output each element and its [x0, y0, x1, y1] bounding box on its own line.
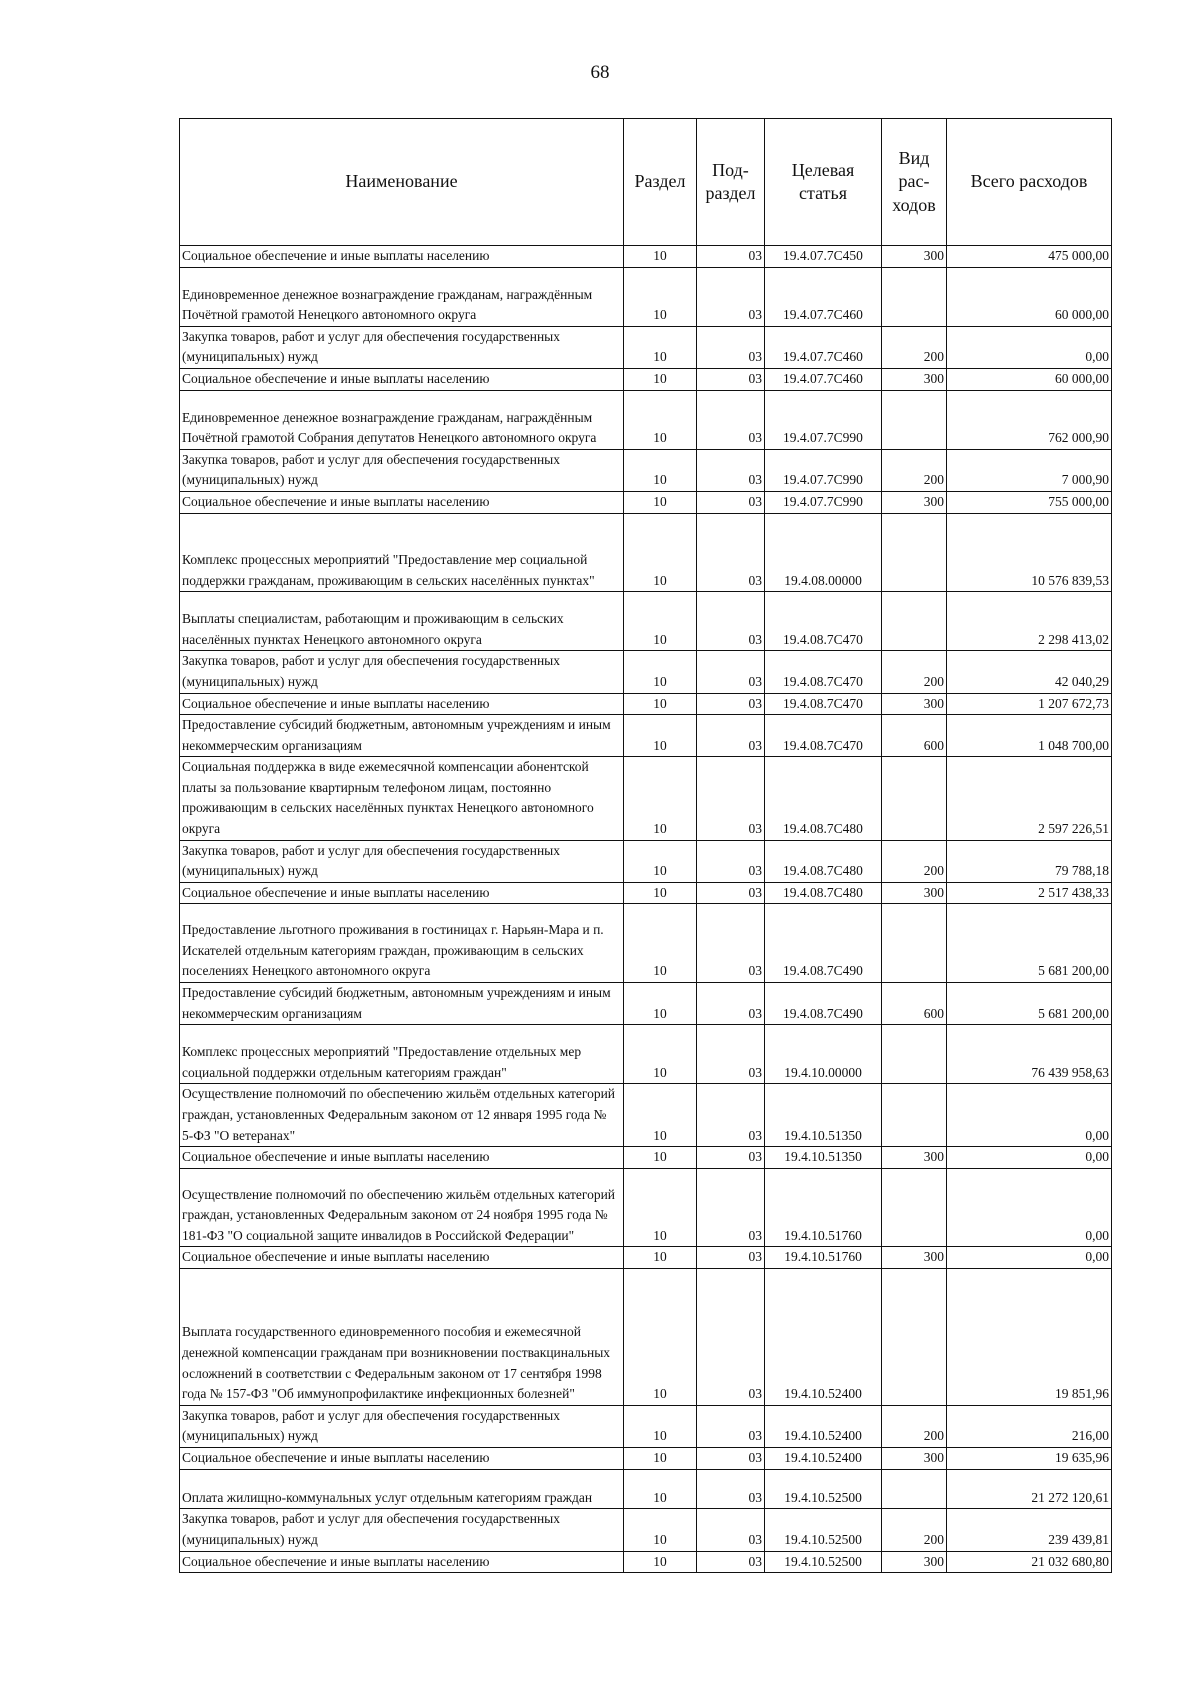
row-type: 300 [882, 1147, 947, 1169]
row-total: 19 851,96 [947, 1268, 1112, 1405]
row-subsection: 03 [697, 1405, 765, 1447]
row-name: Закупка товаров, работ и услуг для обеспечения государственных (муниципальных) нужд [180, 840, 624, 882]
row-name: Социальное обеспечение и иные выплаты населению [180, 693, 624, 715]
table-row [180, 715, 1112, 757]
row-target: 19.4.08.7С490 [765, 983, 882, 1025]
row-name: Социальная поддержка в виде ежемесячной компенсации абонентской платы за пользование квартирным телефоном лицам, постоянно проживающим в сельских населённых пунктах Ненецкого автономного округа [180, 757, 624, 840]
header-name: Наименование [180, 119, 624, 246]
row-subsection: 03 [697, 904, 765, 983]
row-total: 79 788,18 [947, 840, 1112, 882]
row-type: 200 [882, 1405, 947, 1447]
table-row [180, 1405, 1112, 1447]
row-subsection: 03 [697, 592, 765, 651]
row-subsection: 03 [697, 1268, 765, 1405]
budget-table [179, 118, 1112, 1573]
row-target: 19.4.08.7С480 [765, 882, 882, 904]
row-subsection: 03 [697, 1084, 765, 1147]
row-target: 19.4.07.7С450 [765, 246, 882, 268]
row-type: 300 [882, 1247, 947, 1269]
row-target: 19.4.07.7С990 [765, 491, 882, 513]
table-row [180, 1268, 1112, 1405]
page-number: 68 [590, 62, 610, 83]
row-section: 10 [624, 390, 697, 449]
row-name: Социальное обеспечение и иные выплаты населению [180, 1551, 624, 1573]
row-type [882, 1168, 947, 1247]
row-target: 19.4.10.51760 [765, 1247, 882, 1269]
row-type: 200 [882, 651, 947, 693]
row-section: 10 [624, 840, 697, 882]
row-section: 10 [624, 592, 697, 651]
row-target: 19.4.10.52500 [765, 1551, 882, 1573]
row-section: 10 [624, 882, 697, 904]
table-row [180, 1168, 1112, 1247]
row-total: 76 439 958,63 [947, 1025, 1112, 1084]
table-row [180, 1247, 1112, 1269]
row-target: 19.4.07.7С990 [765, 390, 882, 449]
row-section: 10 [624, 983, 697, 1025]
row-subsection: 03 [697, 1025, 765, 1084]
row-name: Закупка товаров, работ и услуг для обеспечения государственных (муниципальных) нужд [180, 1509, 624, 1551]
row-section: 10 [624, 715, 697, 757]
row-type [882, 592, 947, 651]
row-name: Единовременное денежное вознаграждение гражданам, награждённым Почётной грамотой Ненецкого автономного округа [180, 267, 624, 326]
table-row [180, 904, 1112, 983]
row-subsection: 03 [697, 390, 765, 449]
row-section: 10 [624, 1469, 697, 1509]
table-row [180, 1469, 1112, 1509]
row-type: 600 [882, 715, 947, 757]
row-target: 19.4.10.51350 [765, 1147, 882, 1169]
row-total: 755 000,00 [947, 491, 1112, 513]
table-row [180, 326, 1112, 368]
row-type: 600 [882, 983, 947, 1025]
row-name: Социальное обеспечение и иные выплаты населению [180, 1147, 624, 1169]
row-type [882, 1469, 947, 1509]
row-subsection: 03 [697, 715, 765, 757]
row-section: 10 [624, 693, 697, 715]
row-section: 10 [624, 757, 697, 840]
row-type [882, 267, 947, 326]
row-section: 10 [624, 1247, 697, 1269]
row-total: 1 207 672,73 [947, 693, 1112, 715]
row-type: 300 [882, 368, 947, 390]
row-name: Комплекс процессных мероприятий "Предоставление мер социальной поддержки гражданам, проживающим в сельских населённых пунктах" [180, 513, 624, 592]
row-type: 300 [882, 693, 947, 715]
row-total: 5 681 200,00 [947, 983, 1112, 1025]
row-target: 19.4.08.7С480 [765, 840, 882, 882]
row-name: Выплата государственного единовременного пособия и ежемесячной денежной компенсации гражданам при возникновении поствакцинальных осложнений в соответствии с Федеральным законом от 17 сентября 1998 года № 157-ФЗ "Об иммунопрофилактике инфекционных болезней" [180, 1268, 624, 1405]
row-section: 10 [624, 513, 697, 592]
row-subsection: 03 [697, 449, 765, 491]
row-name: Социальное обеспечение и иные выплаты населению [180, 246, 624, 268]
row-name: Оплата жилищно-коммунальных услуг отдельным категориям граждан [180, 1469, 624, 1509]
row-total: 0,00 [947, 1247, 1112, 1269]
row-target: 19.4.07.7С990 [765, 449, 882, 491]
table-row [180, 246, 1112, 268]
row-section: 10 [624, 449, 697, 491]
row-name: Закупка товаров, работ и услуг для обеспечения государственных (муниципальных) нужд [180, 449, 624, 491]
row-subsection: 03 [697, 983, 765, 1025]
row-subsection: 03 [697, 651, 765, 693]
row-section: 10 [624, 368, 697, 390]
table-row [180, 1147, 1112, 1169]
row-target: 19.4.10.00000 [765, 1025, 882, 1084]
row-name: Выплаты специалистам, работающим и проживающим в сельских населённых пунктах Ненецкого автономного округа [180, 592, 624, 651]
row-section: 10 [624, 1168, 697, 1247]
row-total: 42 040,29 [947, 651, 1112, 693]
row-type: 200 [882, 840, 947, 882]
header-subsection: Под-раздел [697, 119, 765, 246]
table-row [180, 513, 1112, 592]
row-name: Единовременное денежное вознаграждение гражданам, награждённым Почётной грамотой Собрания депутатов Ненецкого автономного округа [180, 390, 624, 449]
row-section: 10 [624, 651, 697, 693]
row-total: 2 298 413,02 [947, 592, 1112, 651]
table-row [180, 368, 1112, 390]
row-name: Социальное обеспечение и иные выплаты населению [180, 368, 624, 390]
row-section: 10 [624, 1084, 697, 1147]
row-type: 200 [882, 326, 947, 368]
row-name: Осуществление полномочий по обеспечению жильём отдельных категорий граждан, установленных Федеральным законом от 12 января 1995 года № 5-ФЗ "О ветеранах" [180, 1084, 624, 1147]
row-subsection: 03 [697, 246, 765, 268]
row-target: 19.4.10.52500 [765, 1509, 882, 1551]
header-section: Раздел [624, 119, 697, 246]
row-section: 10 [624, 1447, 697, 1469]
table-row [180, 651, 1112, 693]
row-subsection: 03 [697, 1147, 765, 1169]
row-target: 19.4.10.52400 [765, 1268, 882, 1405]
row-name: Осуществление полномочий по обеспечению жильём отдельных категорий граждан, установленных Федеральным законом от 24 ноября 1995 года № 181-ФЗ "О социальной защите инвалидов в Российской Федерации" [180, 1168, 624, 1247]
row-subsection: 03 [697, 693, 765, 715]
row-name: Социальное обеспечение и иные выплаты населению [180, 1247, 624, 1269]
table-row [180, 840, 1112, 882]
row-target: 19.4.07.7С460 [765, 368, 882, 390]
row-section: 10 [624, 491, 697, 513]
row-type: 300 [882, 882, 947, 904]
row-total: 239 439,81 [947, 1509, 1112, 1551]
row-target: 19.4.08.7С490 [765, 904, 882, 983]
row-target: 19.4.10.51350 [765, 1084, 882, 1147]
row-total: 0,00 [947, 1168, 1112, 1247]
table-row [180, 882, 1112, 904]
row-total: 0,00 [947, 1084, 1112, 1147]
row-target: 19.4.07.7С460 [765, 326, 882, 368]
row-target: 19.4.10.52400 [765, 1447, 882, 1469]
row-name: Комплекс процессных мероприятий "Предоставление отдельных мер социальной поддержки отдельным категориям граждан" [180, 1025, 624, 1084]
row-subsection: 03 [697, 368, 765, 390]
row-target: 19.4.08.7С480 [765, 757, 882, 840]
row-target: 19.4.08.7С470 [765, 693, 882, 715]
row-subsection: 03 [697, 1509, 765, 1551]
row-section: 10 [624, 1551, 697, 1573]
row-type [882, 390, 947, 449]
row-subsection: 03 [697, 840, 765, 882]
row-total: 762 000,90 [947, 390, 1112, 449]
row-name: Социальное обеспечение и иные выплаты населению [180, 882, 624, 904]
header-target: Целевая статья [765, 119, 882, 246]
row-subsection: 03 [697, 1551, 765, 1573]
table-row [180, 983, 1112, 1025]
row-total: 7 000,90 [947, 449, 1112, 491]
row-type [882, 513, 947, 592]
row-target: 19.4.08.7С470 [765, 592, 882, 651]
row-type: 200 [882, 449, 947, 491]
row-type: 300 [882, 1551, 947, 1573]
table-header-row [180, 119, 1112, 246]
row-target: 19.4.08.00000 [765, 513, 882, 592]
row-type: 300 [882, 246, 947, 268]
row-section: 10 [624, 326, 697, 368]
row-section: 10 [624, 1405, 697, 1447]
row-subsection: 03 [697, 326, 765, 368]
row-total: 0,00 [947, 1147, 1112, 1169]
row-total: 60 000,00 [947, 267, 1112, 326]
table-row [180, 449, 1112, 491]
table-row [180, 1551, 1112, 1573]
row-total: 19 635,96 [947, 1447, 1112, 1469]
row-section: 10 [624, 1268, 697, 1405]
row-subsection: 03 [697, 757, 765, 840]
table-row [180, 1447, 1112, 1469]
row-total: 2 597 226,51 [947, 757, 1112, 840]
table-body [180, 246, 1112, 1573]
row-type: 300 [882, 1447, 947, 1469]
row-type [882, 757, 947, 840]
row-total: 21 032 680,80 [947, 1551, 1112, 1573]
row-subsection: 03 [697, 267, 765, 326]
row-total: 1 048 700,00 [947, 715, 1112, 757]
table-row [180, 491, 1112, 513]
table-row [180, 693, 1112, 715]
row-section: 10 [624, 1509, 697, 1551]
row-total: 216,00 [947, 1405, 1112, 1447]
row-section: 10 [624, 904, 697, 983]
row-type [882, 904, 947, 983]
row-target: 19.4.07.7С460 [765, 267, 882, 326]
row-subsection: 03 [697, 513, 765, 592]
row-total: 60 000,00 [947, 368, 1112, 390]
row-type: 300 [882, 491, 947, 513]
row-target: 19.4.08.7С470 [765, 715, 882, 757]
row-name: Закупка товаров, работ и услуг для обеспечения государственных (муниципальных) нужд [180, 1405, 624, 1447]
table-row [180, 592, 1112, 651]
row-type [882, 1025, 947, 1084]
row-target: 19.4.10.52500 [765, 1469, 882, 1509]
row-name: Предоставление льготного проживания в гостиницах г. Нарьян-Мара и п. Искателей отдельным категориям граждан, проживающим в сельских поселениях Ненецкого автономного округа [180, 904, 624, 983]
row-name: Закупка товаров, работ и услуг для обеспечения государственных (муниципальных) нужд [180, 651, 624, 693]
row-subsection: 03 [697, 1447, 765, 1469]
table-row [180, 1084, 1112, 1147]
table-row [180, 267, 1112, 326]
row-section: 10 [624, 1147, 697, 1169]
row-total: 21 272 120,61 [947, 1469, 1112, 1509]
row-section: 10 [624, 1025, 697, 1084]
row-name: Предоставление субсидий бюджетным, автономным учреждениям и иным некоммерческим организациям [180, 983, 624, 1025]
table-row [180, 1025, 1112, 1084]
row-name: Социальное обеспечение и иные выплаты населению [180, 491, 624, 513]
row-subsection: 03 [697, 1469, 765, 1509]
row-subsection: 03 [697, 1168, 765, 1247]
row-total: 10 576 839,53 [947, 513, 1112, 592]
row-section: 10 [624, 267, 697, 326]
row-total: 0,00 [947, 326, 1112, 368]
row-subsection: 03 [697, 1247, 765, 1269]
row-subsection: 03 [697, 882, 765, 904]
header-type: Вид рас-ходов [882, 119, 947, 246]
row-subsection: 03 [697, 491, 765, 513]
header-total: Всего расходов [947, 119, 1112, 246]
row-target: 19.4.10.51760 [765, 1168, 882, 1247]
row-total: 475 000,00 [947, 246, 1112, 268]
row-target: 19.4.10.52400 [765, 1405, 882, 1447]
row-name: Предоставление субсидий бюджетным, автономным учреждениям и иным некоммерческим организациям [180, 715, 624, 757]
table-row [180, 757, 1112, 840]
row-total: 2 517 438,33 [947, 882, 1112, 904]
row-name: Закупка товаров, работ и услуг для обеспечения государственных (муниципальных) нужд [180, 326, 624, 368]
row-type: 200 [882, 1509, 947, 1551]
table-row [180, 1509, 1112, 1551]
table-row [180, 390, 1112, 449]
row-target: 19.4.08.7С470 [765, 651, 882, 693]
row-section: 10 [624, 246, 697, 268]
row-type [882, 1268, 947, 1405]
row-total: 5 681 200,00 [947, 904, 1112, 983]
row-name: Социальное обеспечение и иные выплаты населению [180, 1447, 624, 1469]
row-type [882, 1084, 947, 1147]
